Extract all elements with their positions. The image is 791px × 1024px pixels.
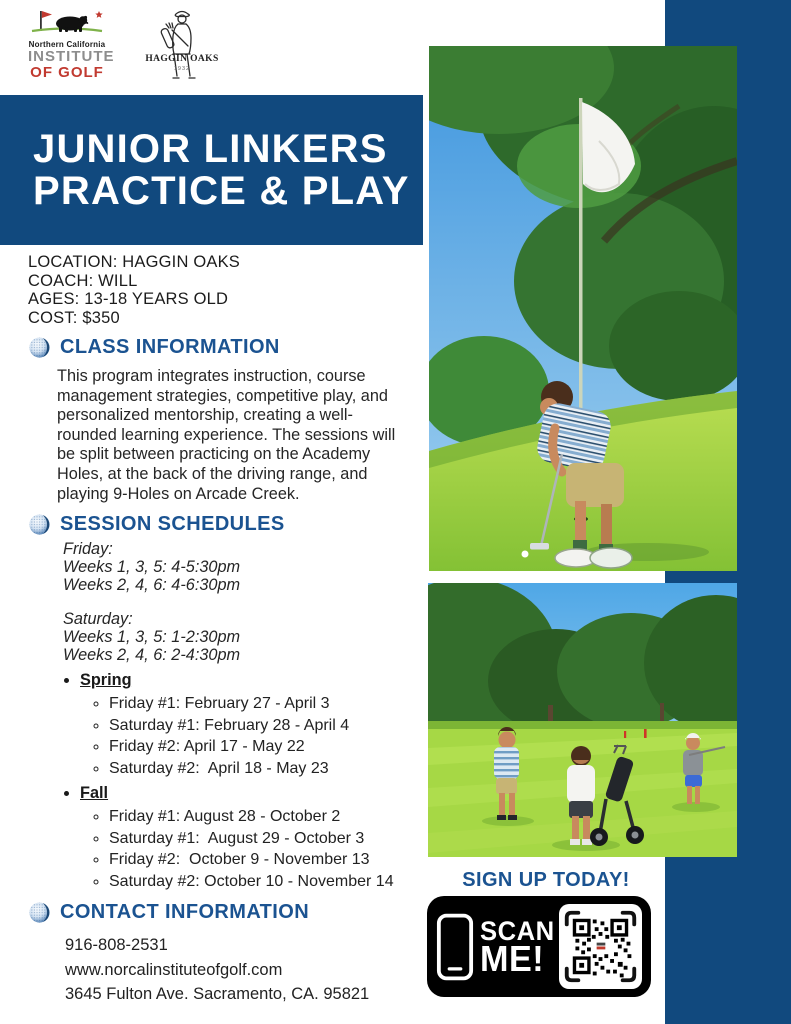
golf-ball-icon <box>28 336 51 359</box>
saturday-line: Weeks 2, 4, 6: 2-4:30pm <box>63 646 241 665</box>
ncig-logo-art <box>28 8 106 34</box>
session-item: ◦ Friday #1: August 28 - October 2 <box>109 807 428 828</box>
session-item: ◦ Friday #2: April 17 - May 22 <box>109 737 428 758</box>
logo-row <box>28 8 224 88</box>
star-icon <box>95 11 102 18</box>
season-fall <box>80 784 428 892</box>
main-content <box>28 253 428 1007</box>
friday-label: Friday: <box>63 540 113 559</box>
contact-address: 3645 Fulton Ave. Sacramento, CA. 95821 <box>65 985 370 1004</box>
golfer-icon <box>140 8 224 88</box>
session-item: ◦ Friday #2: October 9 - November 13 <box>109 850 428 871</box>
ncig-logo-line3: OF GOLF <box>30 64 104 82</box>
program-details <box>28 253 428 327</box>
ncig-logo-line2: INSTITUTE <box>28 48 115 65</box>
qr-center-logo <box>594 941 607 952</box>
photo-fairway-group <box>428 583 737 857</box>
haggin-oaks-year: 1932 <box>173 66 191 72</box>
page-title-line2: PRACTICE & PLAY <box>33 169 410 213</box>
haggin-oaks-name: HAGGIN OAKS <box>145 54 219 64</box>
session-item: ◦ Saturday #1: August 29 - October 3 <box>109 829 428 850</box>
saturday-label: Saturday: <box>63 610 133 629</box>
scan-me-block <box>427 896 651 997</box>
friday-schedule <box>63 540 428 594</box>
saturday-schedule <box>63 610 428 664</box>
saturday-line: Weeks 1, 3, 5: 1-2:30pm <box>63 628 241 647</box>
scan-me-label <box>480 916 555 979</box>
section-title: CLASS INFORMATION <box>60 336 280 358</box>
contact-information-heading <box>28 901 428 924</box>
signup-heading: SIGN UP TODAY! <box>462 869 630 891</box>
detail-location: LOCATION: HAGGIN OAKS <box>28 253 241 271</box>
title-banner <box>0 95 423 245</box>
scan-line2: ME! <box>480 938 545 979</box>
contact-phone: 916-808-2531 <box>65 936 168 955</box>
photo-putting-green <box>429 46 737 571</box>
ncig-logo-line1: Northern California <box>28 40 106 49</box>
haggin-oaks-logo <box>140 8 224 88</box>
contact-details <box>65 933 428 1007</box>
page-title-line1: JUNIOR LINKERS <box>33 127 388 171</box>
golf-ball-icon <box>28 513 51 536</box>
fall-sessions <box>80 807 428 892</box>
detail-coach: COACH: WILL <box>28 271 138 290</box>
class-information-heading <box>28 336 428 359</box>
friday-line: Weeks 1, 3, 5: 4-5:30pm <box>63 558 241 577</box>
detail-ages: AGES: 13-18 YEARS OLD <box>28 290 229 308</box>
section-title: CONTACT INFORMATION <box>60 901 310 924</box>
class-information-body: This program integrates instruction, course management strategies, competitive play, and personalized mentorship, creating a well-rounded learning experience. The sessions will be split between practicing on the Academy Holes, at the back of the driving range, and playing 9-Holes on Arcade Creek. <box>57 367 396 503</box>
section-title: SESSION SCHEDULES <box>60 513 285 536</box>
qr-code <box>559 904 642 989</box>
season-spring <box>80 671 428 779</box>
season-name: Spring <box>80 671 132 690</box>
season-name: Fall <box>80 784 109 803</box>
spring-sessions <box>80 694 428 779</box>
phone-icon <box>436 911 474 983</box>
session-item: ◦ Saturday #2: April 18 - May 23 <box>109 759 428 780</box>
session-schedules-heading <box>28 513 428 536</box>
session-item: ◦ Friday #1: February 27 - April 3 <box>109 694 428 715</box>
friday-line: Weeks 2, 4, 6: 4-6:30pm <box>63 576 241 595</box>
contact-website: www.norcalinstituteofgolf.com <box>65 960 283 979</box>
detail-cost: COST: $350 <box>28 308 120 327</box>
ncig-logo <box>28 8 115 82</box>
season-list <box>28 671 428 892</box>
session-item: ◦ Saturday #1: February 28 - April 4 <box>109 716 428 737</box>
scan-line1: SCAN <box>480 916 555 946</box>
session-item: ◦ Saturday #2: October 10 - November 14 <box>109 872 428 893</box>
golf-ball-icon <box>28 901 51 924</box>
